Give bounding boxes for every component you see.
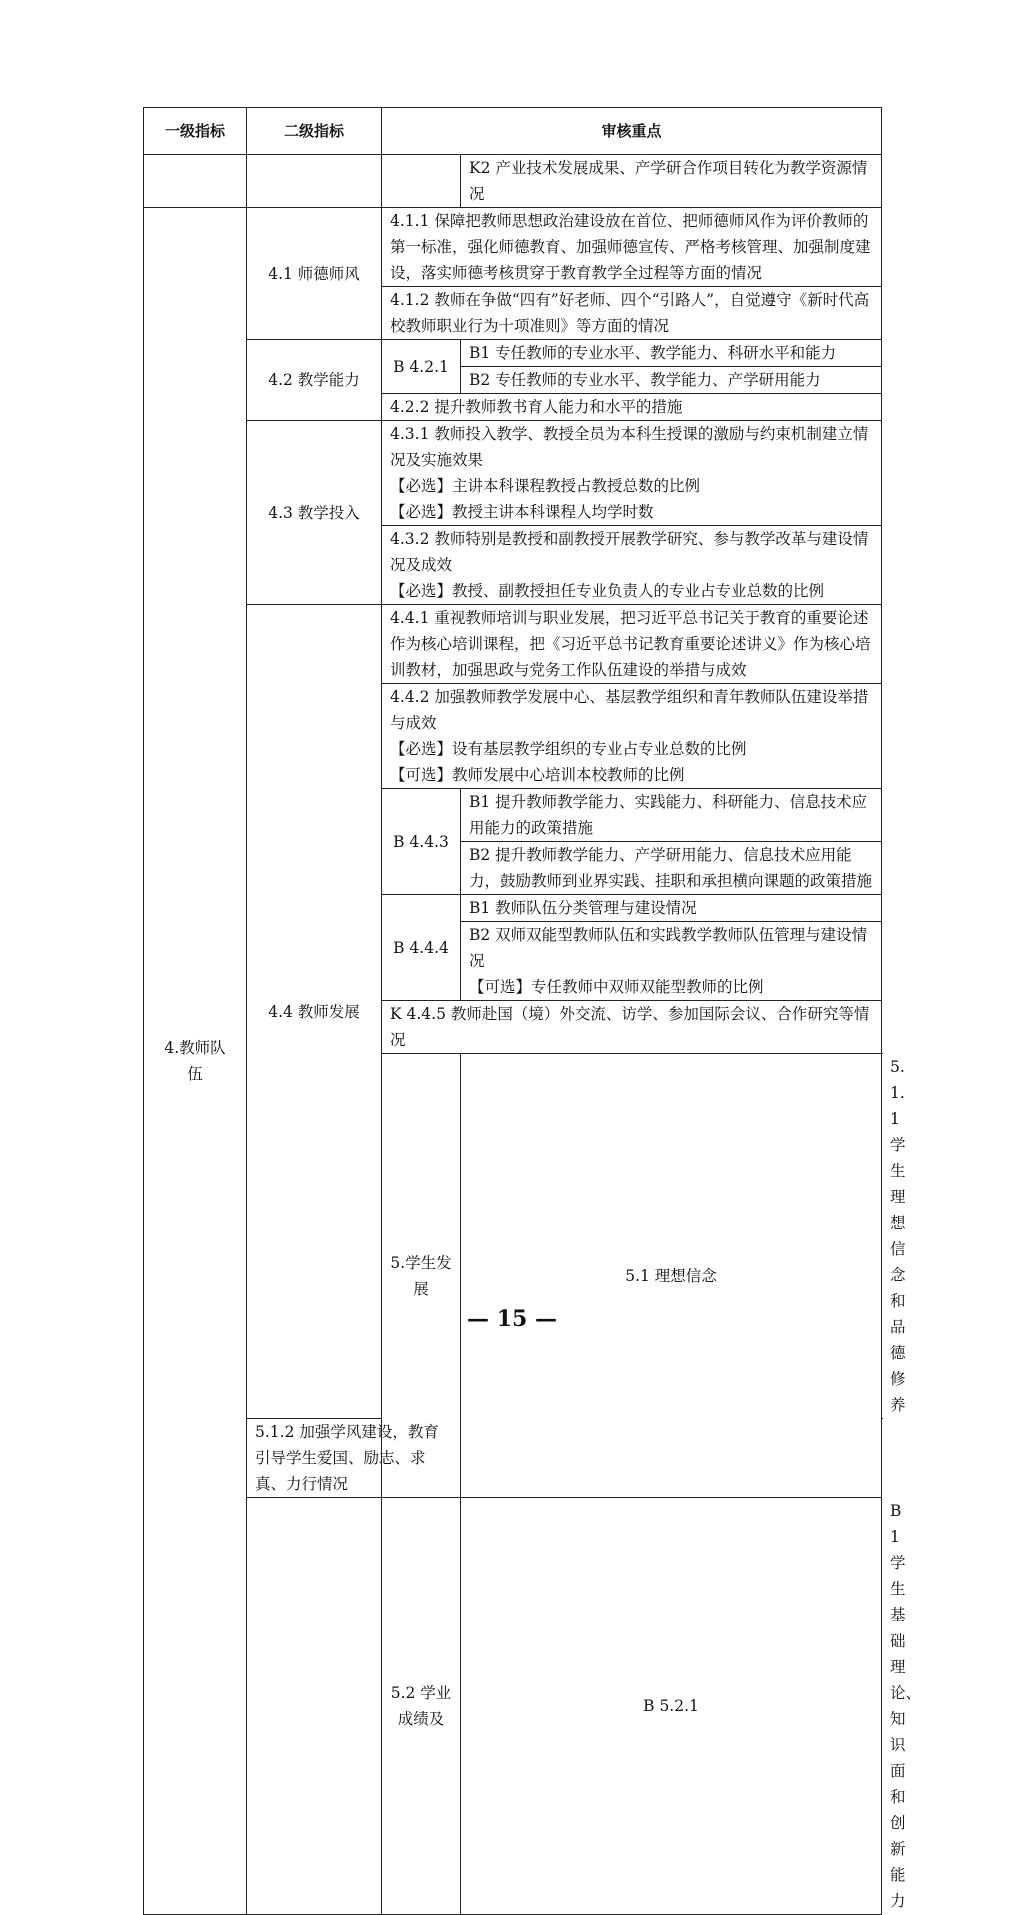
page-number: — 15 — [467,1306,557,1332]
review-focus-cell: 4.3.1 教师投入教学、教授全员为本科生授课的激励与约束机制建立情况及实施效果 【必选】主讲本科课程教授占教授总数的比例 【必选】教授主讲本科课程人均学时数 [382,421,882,526]
review-focus-cell: B2 专任教师的专业水平、教学能力、产学研用能力 [461,367,882,394]
header-level1: 一级指标 [144,108,247,155]
item-code-cell [382,155,461,208]
header-level2: 二级指标 [247,108,382,155]
review-focus-cell: 4.4.1 重视教师培训与职业发展，把习近平总书记关于教育的重要论述作为核心培训课程，把《习近平总书记教育重要论述讲义》作为核心培训教材，加强思政与党务工作队伍建设的举措与成效 [382,605,882,684]
level2-indicator-cell [144,155,247,208]
table-row [144,340,882,367]
table-row [144,605,882,684]
table-header-row [144,108,882,155]
item-code-cell: B 4.4.3 [382,789,461,895]
review-focus-cell: K2 产业技术发展成果、产学研合作项目转化为教学资源情况 [461,155,882,208]
level1-indicator-cell: 4.教师队 伍 [144,208,247,1915]
review-focus-cell: 4.1.1 保障把教师思想政治建设放在首位、把师德师风作为评价教师的第一标准，强化师德教育、加强师德宣传、严格考核管理、加强制度建设，落实师德考核贯穿于教育教学全过程等方面的情况 [382,208,882,287]
table-body [144,155,922,1915]
level2-indicator-cell: 5.2 学业成绩及 [382,1498,461,1915]
evaluation-index-table [143,107,922,1915]
table-row [144,208,882,287]
item-code-cell: B 4.2.1 [382,340,461,394]
table-row [144,155,882,208]
level2-indicator-cell: 4.3 教学投入 [247,421,382,605]
review-focus-cell: B2 提升教师教学能力、产学研用能力、信息技术应用能力，鼓励教师到业界实践、挂职和承担横向课题的政策措施 [461,842,882,895]
header-review-focus: 审核重点 [382,108,882,155]
review-focus-cell: B2 双师双能型教师队伍和实践教学教师队伍管理与建设情况 【可选】专任教师中双师双能型教师的比例 [461,922,882,1001]
level2-indicator-cell: 5.1 理想信念 [461,1054,882,1498]
table-row: 5.2 学业成绩及 B 5.2.1 B1 学生基础理论、知识面和创新能力 [144,1498,882,1915]
item-code-cell: B 4.4.4 [382,895,461,1001]
review-focus-cell: B1 教师队伍分类管理与建设情况 [461,895,882,922]
level1-indicator-cell [247,1498,382,1915]
review-focus-cell: K 4.4.5 教师赴国（境）外交流、访学、参加国际会议、合作研究等情况 [382,1001,882,1054]
review-focus-cell: 4.4.2 加强教师教学发展中心、基层教学组织和青年教师队伍建设举措与成效 【必选】设有基层教学组织的专业占专业总数的比例 【可选】教师发展中心培训本校教师的比例 [382,684,882,789]
item-code-cell: B 5.2.1 [461,1498,882,1915]
review-focus-cell: 4.1.2 教师在争做“四有”好老师、四个“引路人”，自觉遵守《新时代高校教师职业行为十项准则》等方面的情况 [382,287,882,340]
level2-indicator-cell: 4.1 师德师风 [247,208,382,340]
level2-indicator-cell: 4.4 教师发展 [247,605,382,1419]
level1-indicator-cell: 5.学生发 展 [382,1054,461,1498]
review-focus-cell: 4.2.2 提升教师教书育人能力和水平的措施 [382,394,882,421]
review-focus-cell: B1 提升教师教学能力、实践能力、科研能力、信息技术应用能力的政策措施 [461,789,882,842]
level2-indicator-cell [247,155,382,208]
review-focus-cell: 5.1.2 加强学风建设，教育引导学生爱国、励志、求真、力行情况 [247,1419,461,1498]
table-row [144,421,882,526]
review-focus-cell: 4.3.2 教师特别是教授和副教授开展教学研究、参与教学改革与建设情况及成效 【必选】教授、副教授担任专业负责人的专业占专业总数的比例 [382,526,882,605]
level2-indicator-cell: 4.2 教学能力 [247,340,382,421]
table-row: 5.学生发 展 5.1 理想信念 5.1.1 学生理想信念和品德修养 [144,1054,882,1419]
review-focus-cell: B1 专任教师的专业水平、教学能力、科研水平和能力 [461,340,882,367]
